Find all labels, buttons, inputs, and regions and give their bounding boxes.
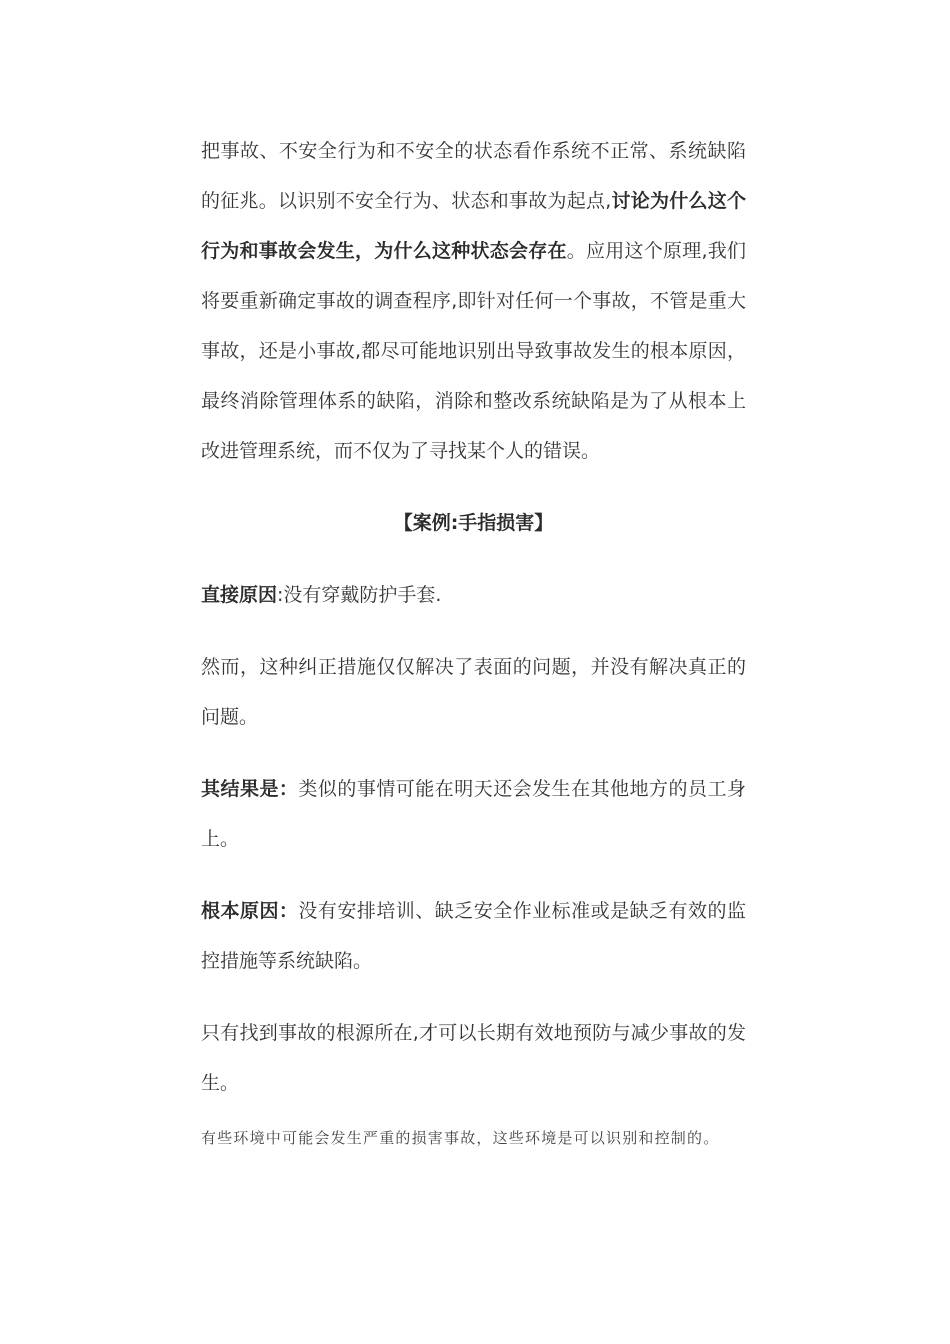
footnote-text: 有些环境中可能会发生严重的损害事故，这些环境是可以识别和控制的。 <box>201 1129 720 1147</box>
direct-cause-paragraph <box>201 570 746 620</box>
root-cause-label: 根本原因： <box>201 900 299 922</box>
intro-text-start: 把事故、不安全行为和不安全的状态看作系统不正常、系统缺陷的征兆。以识别不安全行为、状态和事故为起点, <box>201 140 746 212</box>
root-cause-text: 没有安排培训、缺乏安全作业标准或是缺乏有效的监控措施等系统缺陷。 <box>201 900 746 972</box>
intro-paragraph <box>201 126 746 476</box>
intro-bold-text: 讨论为什么这个行为和事故会发生，为什么这种状态会存在 <box>201 190 746 262</box>
intro-text-end: 。应用这个原理,我们将要重新确定事故的调查程序,即针对任何一个事故，不管是重大事故，还是小事故,都尽可能地识别出导致事故发生的根本原因，最终消除管理体系的缺陷，消除和整改系统缺陷是为了从根本上改进管理系统，而不仅为了寻找某个人的错误。 <box>201 240 746 462</box>
direct-cause-text: :没有穿戴防护手套. <box>277 584 442 606</box>
result-paragraph <box>201 764 746 864</box>
result-text: 类似的事情可能在明天还会发生在其他地方的员工身上。 <box>201 778 746 850</box>
however-paragraph: 然而，这种纠正措施仅仅解决了表面的问题，并没有解决真正的问题。 <box>201 656 746 728</box>
root-cause-paragraph <box>201 886 746 986</box>
document-body <box>201 126 746 1108</box>
result-label: 其结果是： <box>201 778 299 800</box>
direct-cause-label: 直接原因 <box>201 584 278 606</box>
conclusion-paragraph: 只有找到事故的根源所在,才可以长期有效地预防与减少事故的发生。 <box>201 1022 746 1094</box>
case-title: 【案例:手指损害】 <box>393 512 554 534</box>
